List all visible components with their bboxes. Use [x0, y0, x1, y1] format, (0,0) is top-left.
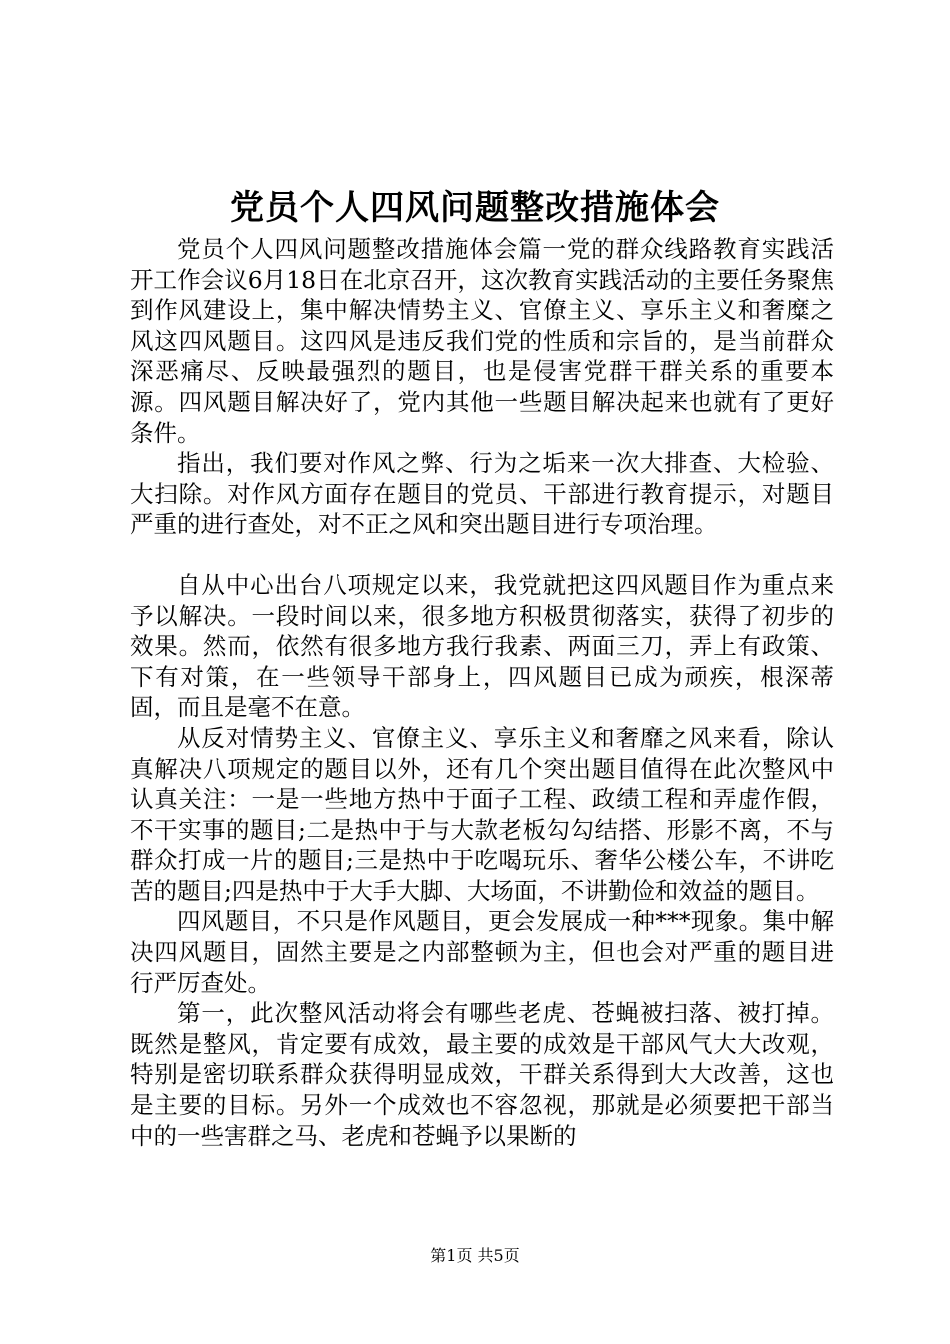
page-footer: 第1页 共5页: [430, 1246, 520, 1265]
paragraph-2: 指出，我们要对作风之弊、行为之垢来一次大排查、大检验、大扫除。对作风方面存在题目的党员、干部进行教育提示，对题目严重的进行查处，对不正之风和突出题目进行专项治理。: [130, 449, 834, 539]
paragraph-1: 党员个人四风问题整改措施体会篇一党的群众线路教育实践活开工作会议6月18日在北京召开，这次教育实践活动的主要任务聚焦到作风建设上，集中解决情势主义、官僚主义、享乐主义和奢糜之风这四风题目。这四风是违反我们党的性质和宗旨的，是当前群众深恶痛尽、反映最强烈的题目，也是侵害党群干群关系的重要本源。四风题目解决好了，党内其他一些题目解决起来也就有了更好条件。: [130, 235, 834, 447]
paragraph-6: 第一，此次整风活动将会有哪些老虎、苍蝇被扫落、被打掉。既然是整风，肯定要有成效，最主要的成效是干部风气大大改观，特别是密切联系群众获得明显成效，干群关系得到大大改善，这也是主要的目标。另外一个成效也不容忽视，那就是必须要把干部当中的一些害群之马、老虎和苍蝇予以果断的: [130, 999, 834, 1150]
paragraph-spacer: [130, 540, 834, 570]
paragraph-4: 从反对情势主义、官僚主义、享乐主义和奢靡之风来看，除认真解决八项规定的题目以外，还有几个突出题目值得在此次整风中认真关注：一是一些地方热中于面子工程、政绩工程和弄虚作假，不干实事的题目;二是热中于与大款老板勾勾结搭、形影不离，不与群众打成一片的题目;三是热中于吃喝玩乐、奢华公楼公车，不讲吃苦的题目;四是热中于大手大脚、大场面，不讲勤俭和效益的题目。: [130, 723, 834, 905]
paragraph-5: 四风题目，不只是作风题目，更会发展成一种***现象。集中解决四风题目，固然主要是之内部整顿为主，但也会对严重的题目进行严厉查处。: [130, 907, 834, 997]
document-title: 党员个人四风问题整改措施体会: [230, 188, 720, 228]
paragraph-3: 自从中心出台八项规定以来，我党就把这四风题目作为重点来予以解决。一段时间以来，很多地方积极贯彻落实，获得了初步的效果。然而，依然有很多地方我行我素、两面三刀，弄上有政策、下有对策，在一些领导干部身上，四风题目已成为顽疾，根深蒂固，而且是毫不在意。: [130, 570, 834, 722]
document-body: [130, 234, 834, 1151]
